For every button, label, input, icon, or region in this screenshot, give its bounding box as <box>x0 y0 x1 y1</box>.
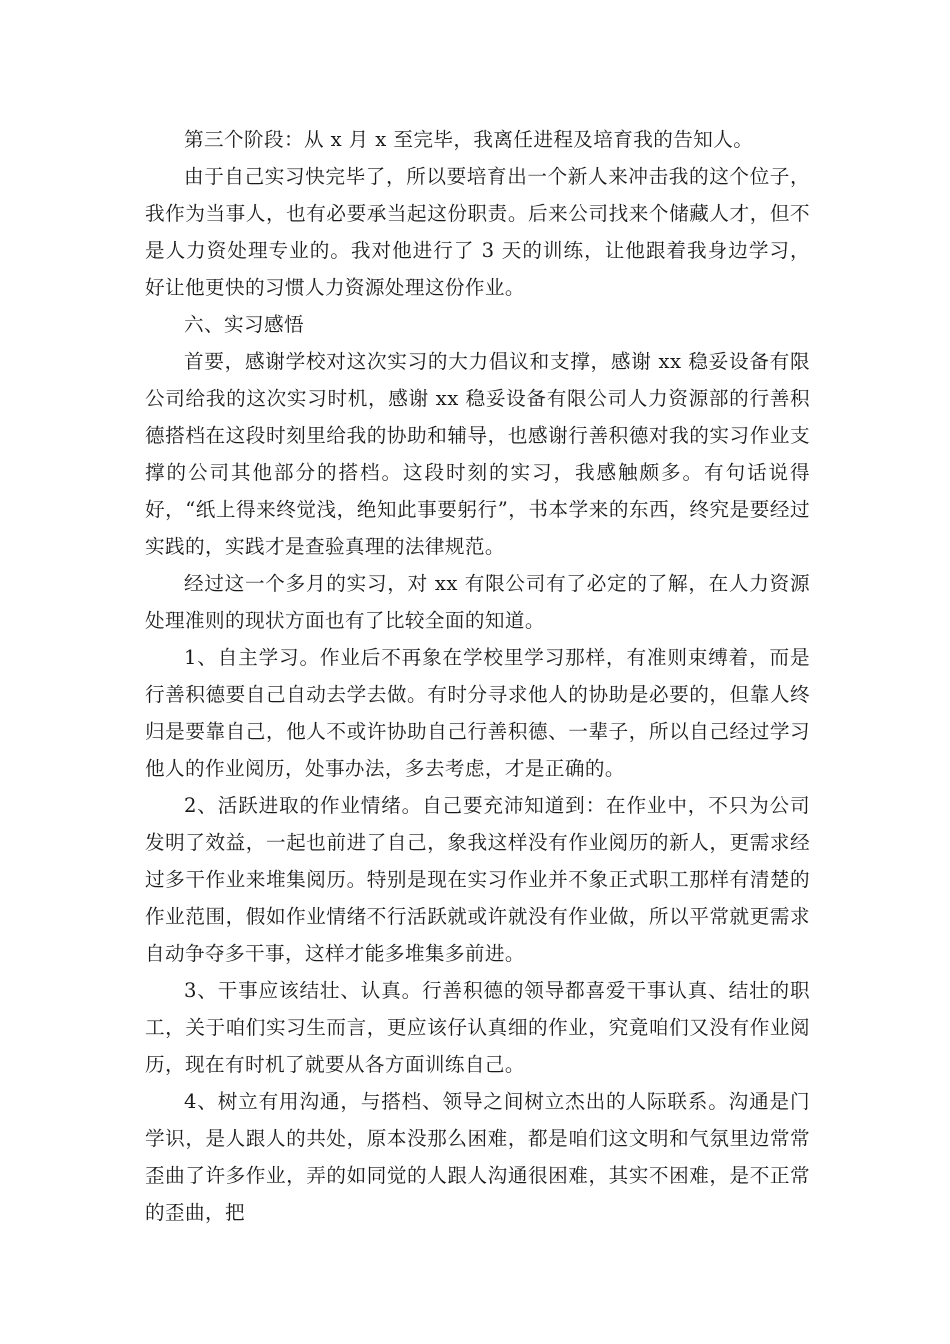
document-body <box>145 121 810 1231</box>
paragraph-acknowledgements: 首要，感谢学校对这次实习的大力倡议和支撑，感谢 xx 稳妥设备有限公司给我的这次实习时机，感谢 xx 稳妥设备有限公司人力资源部的行善积德搭档在这段时刻里给我的协助和辅导，也感谢行善积德对我的实习作业支撑的公司其他部分的搭档。这段时刻的实习，我感触颇多。有句话说得好，“纸上得来终觉浅，绝知此事要躬行”，书本学来的东西，终究是要经过实践的，实践才是查验真理的法律规范。 <box>145 350 810 558</box>
paragraph-point-4-communication: 4、树立有用沟通，与搭档、领导之间树立杰出的人际联系。沟通是门学识，是人跟人的共处，原本没那么困难，都是咱们这文明和气氛里边常常歪曲了许多作业，弄的如同觉的人跟人沟通很困难，其实不困难，是不正常的歪曲，把 <box>145 1090 810 1224</box>
paragraph-point-2-work-attitude: 2、活跃进取的作业情绪。自己要充沛知道到：在作业中，不只为公司发明了效益，一起也前进了自己，象我这样没有作业阅历的新人，更需求经过多干作业来堆集阅历。特别是现在实习作业并不象正式职工那样有清楚的作业范围，假如作业情绪不行活跃就或许就没有作业做，所以平常就更需求自动争夺多干事，这样才能多堆集多前进。 <box>145 794 810 965</box>
paragraph-point-3-diligence: 3、干事应该结壮、认真。行善积德的领导都喜爱干事认真、结壮的职工，关于咱们实习生而言，更应该仔认真细的作业，究竟咱们又没有作业阅历，现在有时机了就要从各方面训练自己。 <box>145 979 810 1076</box>
section-heading-internship-reflections: 六、实习感悟 <box>184 313 304 336</box>
paragraph-point-1-self-learning: 1、自主学习。作业后不再象在学校里学习那样，有准则束缚着，而是行善积德要自己自动去学去做。有时分寻求他人的协助是必要的，但靠人终归是要靠自己，他人不或许协助自己行善积德、一辈子，所以自己经过学习他人的作业阅历，处事办法，多去考虑，才是正确的。 <box>145 646 810 780</box>
paragraph-company-understanding: 经过这一个多月的实习，对 xx 有限公司有了必定的了解，在人力资源处理准则的现状方面也有了比较全面的知道。 <box>145 572 810 632</box>
paragraph-successor-training: 由于自己实习快完毕了，所以要培育出一个新人来冲击我的这个位子，我作为当事人，也有必要承当起这份职责。后来公司找来个储藏人才，但不是人力资处理专业的。我对他进行了 3 天的训练，让他跟着我身边学习，好让他更快的习惯人力资源处理这份作业。 <box>145 165 810 299</box>
paragraph-stage-three: 第三个阶段：从 x 月 x 至完毕，我离任进程及培育我的告知人。 <box>184 128 754 151</box>
